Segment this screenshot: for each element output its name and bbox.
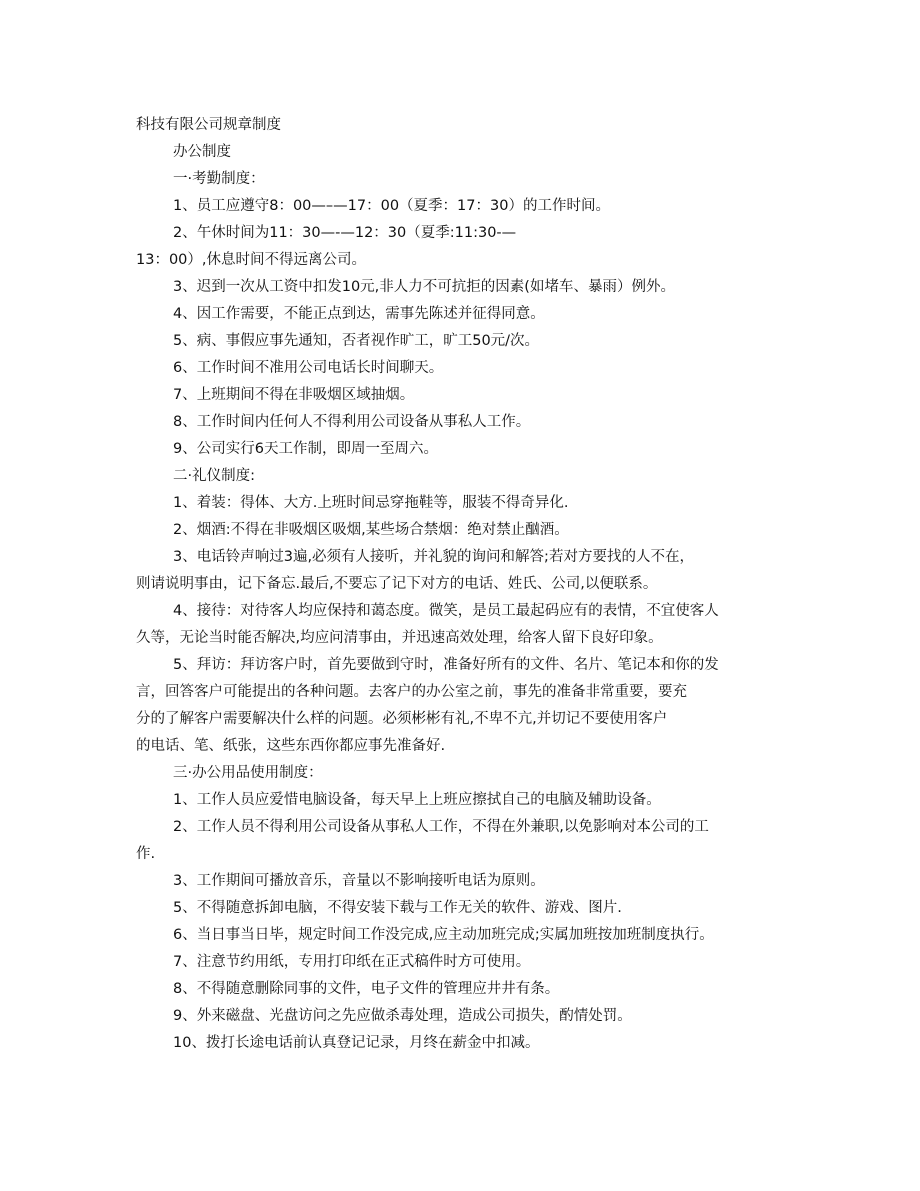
paragraph-line: 1、员工应遵守8：00—–—17：00（夏季：17：30）的工作时间。 [173,198,610,214]
paragraph-line: 7、上班期间不得在非吸烟区域抽烟。 [173,387,415,403]
paragraph-line: 久等，无论当时能否解决,均应问清事由，并迅速高效处理，给客人留下良好印象。 [136,630,663,646]
paragraph-line: 作. [136,846,156,862]
heading-attendance: 一·考勤制度： [173,171,265,187]
paragraph-line: 7、注意节约用纸，专用打印纸在正式稿件时方可使用。 [173,954,531,970]
heading-etiquette: 二·礼仪制度: [173,468,255,484]
doc-title: 科技有限公司规章制度 [136,117,281,133]
heading-office-supplies: 三·办公用品使用制度： [173,765,323,781]
paragraph-line: 5、病、事假应事先通知，否者视作旷工，旷工50元/次。 [173,333,540,349]
paragraph-line: 4、接待：对待客人均应保持和蔼态度。微笑，是员工最起码应有的表情，不宜使客人 [173,603,719,619]
paragraph-line: 8、工作时间内任何人不得利用公司设备从事私人工作。 [173,414,531,430]
paragraph-line: 3、迟到一次从工资中扣发10元,非人力不可抗拒的因素(如堵车、暴雨）例外。 [173,279,675,295]
paragraph-line: 5、不得随意拆卸电脑，不得安装下载与工作无关的软件、游戏、图片. [173,900,622,916]
paragraph-line: 5、拜访：拜访客户时，首先要做到守时，准备好所有的文件、名片、笔记本和你的发 [173,657,719,673]
paragraph-line: 1、工作人员应爱惜电脑设备，每天早上上班应擦拭自己的电脑及辅助设备。 [173,792,661,808]
paragraph-line: 13：00）,休息时间不得远离公司。 [136,252,367,268]
paragraph-line: 6、当日事当日毕，规定时间工作没完成,应主动加班完成;实属加班按加班制度执行。 [173,927,714,943]
paragraph-line: 2、烟酒:不得在非吸烟区吸烟,某些场合禁烟：绝对禁止酗酒。 [173,522,569,538]
paragraph-line: 言，回答客户可能提出的各种问题。去客户的办公室之前，事先的准备非常重要，要充 [136,684,687,700]
paragraph-line: 2、午休时间为11：30—-—12：30（夏季:11:30-— [173,225,517,241]
paragraph-line: 4、因工作需要，不能正点到达，需事先陈述并征得同意。 [173,306,545,322]
paragraph-line: 的电话、笔、纸张，这些东西你都应事先准备好. [136,738,446,754]
paragraph-line: 6、工作时间不准用公司电话长时间聊天。 [173,360,444,376]
paragraph-line: 10、拨打长途电话前认真登记记录，月终在薪金中扣减。 [173,1035,540,1051]
section-title: 办公制度 [173,144,231,160]
paragraph-line: 3、电话铃声响过3遍,必须有人接听，并礼貌的询问和解答;若对方要找的人不在， [173,549,694,565]
paragraph-line: 3、工作期间可播放音乐，音量以不影响接听电话为原则。 [173,873,545,889]
paragraph-line: 则请说明事由，记下备忘.最后,不要忘了记下对方的电话、姓氏、公司,以便联系。 [136,576,658,592]
paragraph-line: 8、不得随意删除同事的文件，电子文件的管理应井井有条。 [173,981,560,997]
paragraph-line: 9、公司实行6天工作制，即周一至周六。 [173,441,438,457]
paragraph-line: 2、工作人员不得利用公司设备从事私人工作，不得在外兼职,以免影响对本公司的工 [173,819,709,835]
paragraph-line: 1、着装：得体、大方.上班时间忌穿拖鞋等，服装不得奇异化. [173,495,569,511]
paragraph-line: 分的了解客户需要解决什么样的问题。必须彬彬有礼,不卑不亢,并切记不要使用客户 [136,711,668,727]
paragraph-line: 9、外来磁盘、光盘访问之先应做杀毒处理，造成公司损失，酌情处罚。 [173,1008,632,1024]
